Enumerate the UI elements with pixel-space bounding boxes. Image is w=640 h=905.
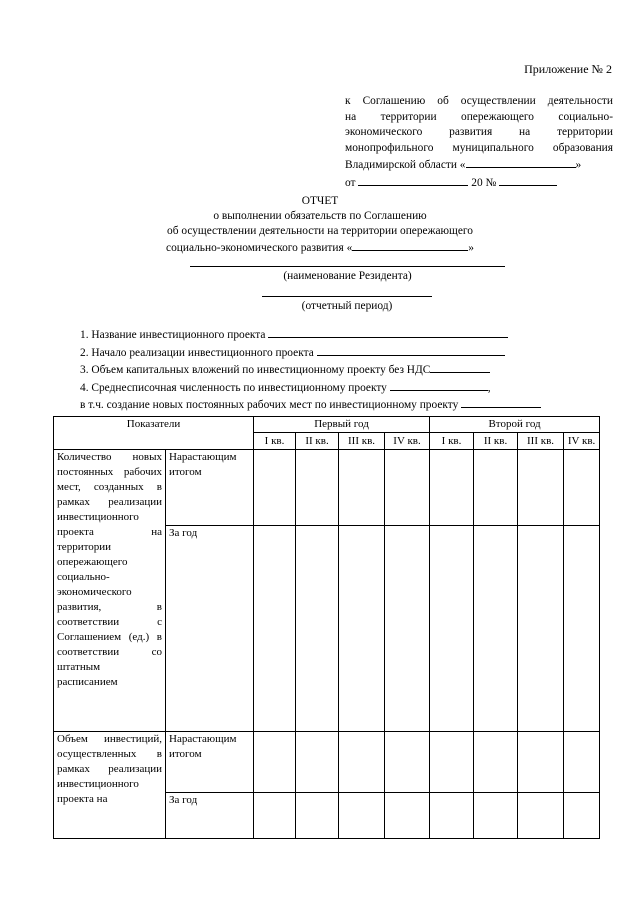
value-cell[interactable] bbox=[430, 450, 474, 526]
project-name-field[interactable] bbox=[268, 326, 508, 338]
value-cell[interactable] bbox=[564, 793, 600, 839]
value-cell[interactable] bbox=[385, 732, 430, 793]
quarter-header: III кв. bbox=[339, 433, 385, 450]
value-cell[interactable] bbox=[430, 526, 474, 732]
value-cell[interactable] bbox=[474, 450, 518, 526]
row-label-new-jobs: Количество новых постоянных рабочих мест, созданных в рамках реализации инвестиционного проекта на территории опережающего социально-экономического развития, в соответствии с Соглашением (ед.) в соответствии со штатным расписанием bbox=[54, 450, 166, 732]
value-cell[interactable] bbox=[430, 732, 474, 793]
value-cell[interactable] bbox=[339, 450, 385, 526]
agreement-number-field[interactable] bbox=[499, 174, 557, 186]
reference-line-1: к Соглашению об осуществлении деятельности bbox=[345, 95, 613, 107]
region-label: Владимирской области « bbox=[345, 159, 466, 171]
value-cell[interactable] bbox=[254, 526, 296, 732]
new-jobs-field[interactable] bbox=[461, 396, 541, 408]
header-year-2: Второй год bbox=[430, 417, 600, 433]
agreement-reference bbox=[345, 94, 613, 191]
value-cell[interactable] bbox=[518, 450, 564, 526]
value-cell[interactable] bbox=[296, 793, 339, 839]
value-cell[interactable] bbox=[339, 793, 385, 839]
value-cell[interactable] bbox=[564, 732, 600, 793]
item-capital-investment bbox=[80, 361, 600, 379]
item-5-label: в т.ч. создание новых постоянных рабочих мест по инвестиционному проекту bbox=[80, 399, 459, 411]
quarter-header: I кв. bbox=[430, 433, 474, 450]
value-cell[interactable] bbox=[296, 526, 339, 732]
territory-name-field-2[interactable] bbox=[352, 239, 468, 251]
table-row bbox=[54, 732, 600, 793]
quarter-header: IV кв. bbox=[564, 433, 600, 450]
report-title-block bbox=[140, 194, 500, 256]
value-cell[interactable] bbox=[518, 793, 564, 839]
quarter-header: II кв. bbox=[474, 433, 518, 450]
value-cell[interactable] bbox=[518, 732, 564, 793]
table-row bbox=[54, 450, 600, 526]
territory-name-field[interactable] bbox=[466, 156, 576, 168]
date-field[interactable] bbox=[358, 174, 468, 186]
appendix-number: Приложение № 2 bbox=[524, 62, 612, 76]
item-new-jobs bbox=[80, 396, 600, 414]
item-project-name bbox=[80, 326, 600, 344]
item-headcount bbox=[80, 379, 600, 397]
value-cell[interactable] bbox=[430, 793, 474, 839]
quarter-header: II кв. bbox=[296, 433, 339, 450]
value-cell[interactable] bbox=[296, 450, 339, 526]
value-cell[interactable] bbox=[254, 732, 296, 793]
row-label-investment: Объем инвестиций, осуществленных в рамках реализации инвестиционного проекта на bbox=[54, 732, 166, 839]
quarter-header: IV кв. bbox=[385, 433, 430, 450]
resident-caption: (наименование Резидента) bbox=[283, 270, 412, 282]
number-sign: № bbox=[485, 176, 497, 189]
reporting-period-field[interactable] bbox=[262, 296, 432, 297]
cumulative-label: Нарастающим итогом bbox=[166, 450, 254, 526]
per-year-label: За год bbox=[166, 526, 254, 732]
date-from-label: от bbox=[345, 176, 356, 189]
headcount-field[interactable] bbox=[390, 379, 488, 391]
reference-line-5 bbox=[345, 156, 613, 174]
header-row-years bbox=[54, 417, 600, 433]
reference-line-4: монопрофильного муниципального образования bbox=[345, 141, 613, 154]
reference-line-2: на территории опережающего социально- bbox=[345, 110, 613, 123]
subtitle-3-text: социально-экономического развития « bbox=[166, 242, 353, 254]
value-cell[interactable] bbox=[385, 793, 430, 839]
indicators-table bbox=[53, 416, 600, 839]
item-4-comma: , bbox=[487, 381, 491, 394]
reference-line-6 bbox=[345, 174, 613, 192]
value-cell[interactable] bbox=[254, 450, 296, 526]
report-subtitle-2: об осуществлении деятельности на территории опережающего bbox=[167, 225, 473, 237]
per-year-label: За год bbox=[166, 793, 254, 839]
value-cell[interactable] bbox=[254, 793, 296, 839]
value-cell[interactable] bbox=[518, 526, 564, 732]
item-2-label: 2. Начало реализации инвестиционного проекта bbox=[80, 346, 314, 359]
value-cell[interactable] bbox=[385, 526, 430, 732]
report-subtitle-3 bbox=[140, 239, 500, 256]
value-cell[interactable] bbox=[339, 526, 385, 732]
value-cell[interactable] bbox=[474, 732, 518, 793]
value-cell[interactable] bbox=[564, 450, 600, 526]
value-cell[interactable] bbox=[339, 732, 385, 793]
value-cell[interactable] bbox=[474, 793, 518, 839]
report-title: ОТЧЕТ bbox=[301, 195, 339, 207]
resident-name-field[interactable] bbox=[190, 266, 505, 267]
value-cell[interactable] bbox=[564, 526, 600, 732]
cumulative-label: Нарастающим итогом bbox=[166, 732, 254, 793]
header-indicators: Показатели bbox=[54, 417, 254, 450]
year-prefix: 20 bbox=[471, 176, 483, 189]
period-caption: (отчетный период) bbox=[301, 300, 393, 312]
value-cell[interactable] bbox=[296, 732, 339, 793]
header-year-1: Первый год bbox=[254, 417, 430, 433]
reference-line-3: экономического развития на территории bbox=[345, 126, 613, 138]
report-subtitle-1: о выполнении обязательств по Соглашению bbox=[213, 210, 427, 222]
item-start-date bbox=[80, 344, 600, 362]
value-cell[interactable] bbox=[474, 526, 518, 732]
item-4-label: 4. Среднесписочная численность по инвестиционному проекту bbox=[80, 381, 387, 394]
quarter-header: I кв. bbox=[254, 433, 296, 450]
subtitle-3-close: » bbox=[468, 242, 474, 254]
quote-close: » bbox=[575, 159, 582, 171]
start-date-field[interactable] bbox=[317, 344, 505, 356]
project-info-list bbox=[80, 326, 600, 414]
quarter-header: III кв. bbox=[518, 433, 564, 450]
item-3-label: 3. Объем капитальных вложений по инвестиционному проекту без НДС bbox=[80, 364, 431, 376]
value-cell[interactable] bbox=[385, 450, 430, 526]
item-1-label: 1. Название инвестиционного проекта bbox=[80, 329, 266, 341]
capital-investment-field[interactable] bbox=[430, 361, 490, 373]
